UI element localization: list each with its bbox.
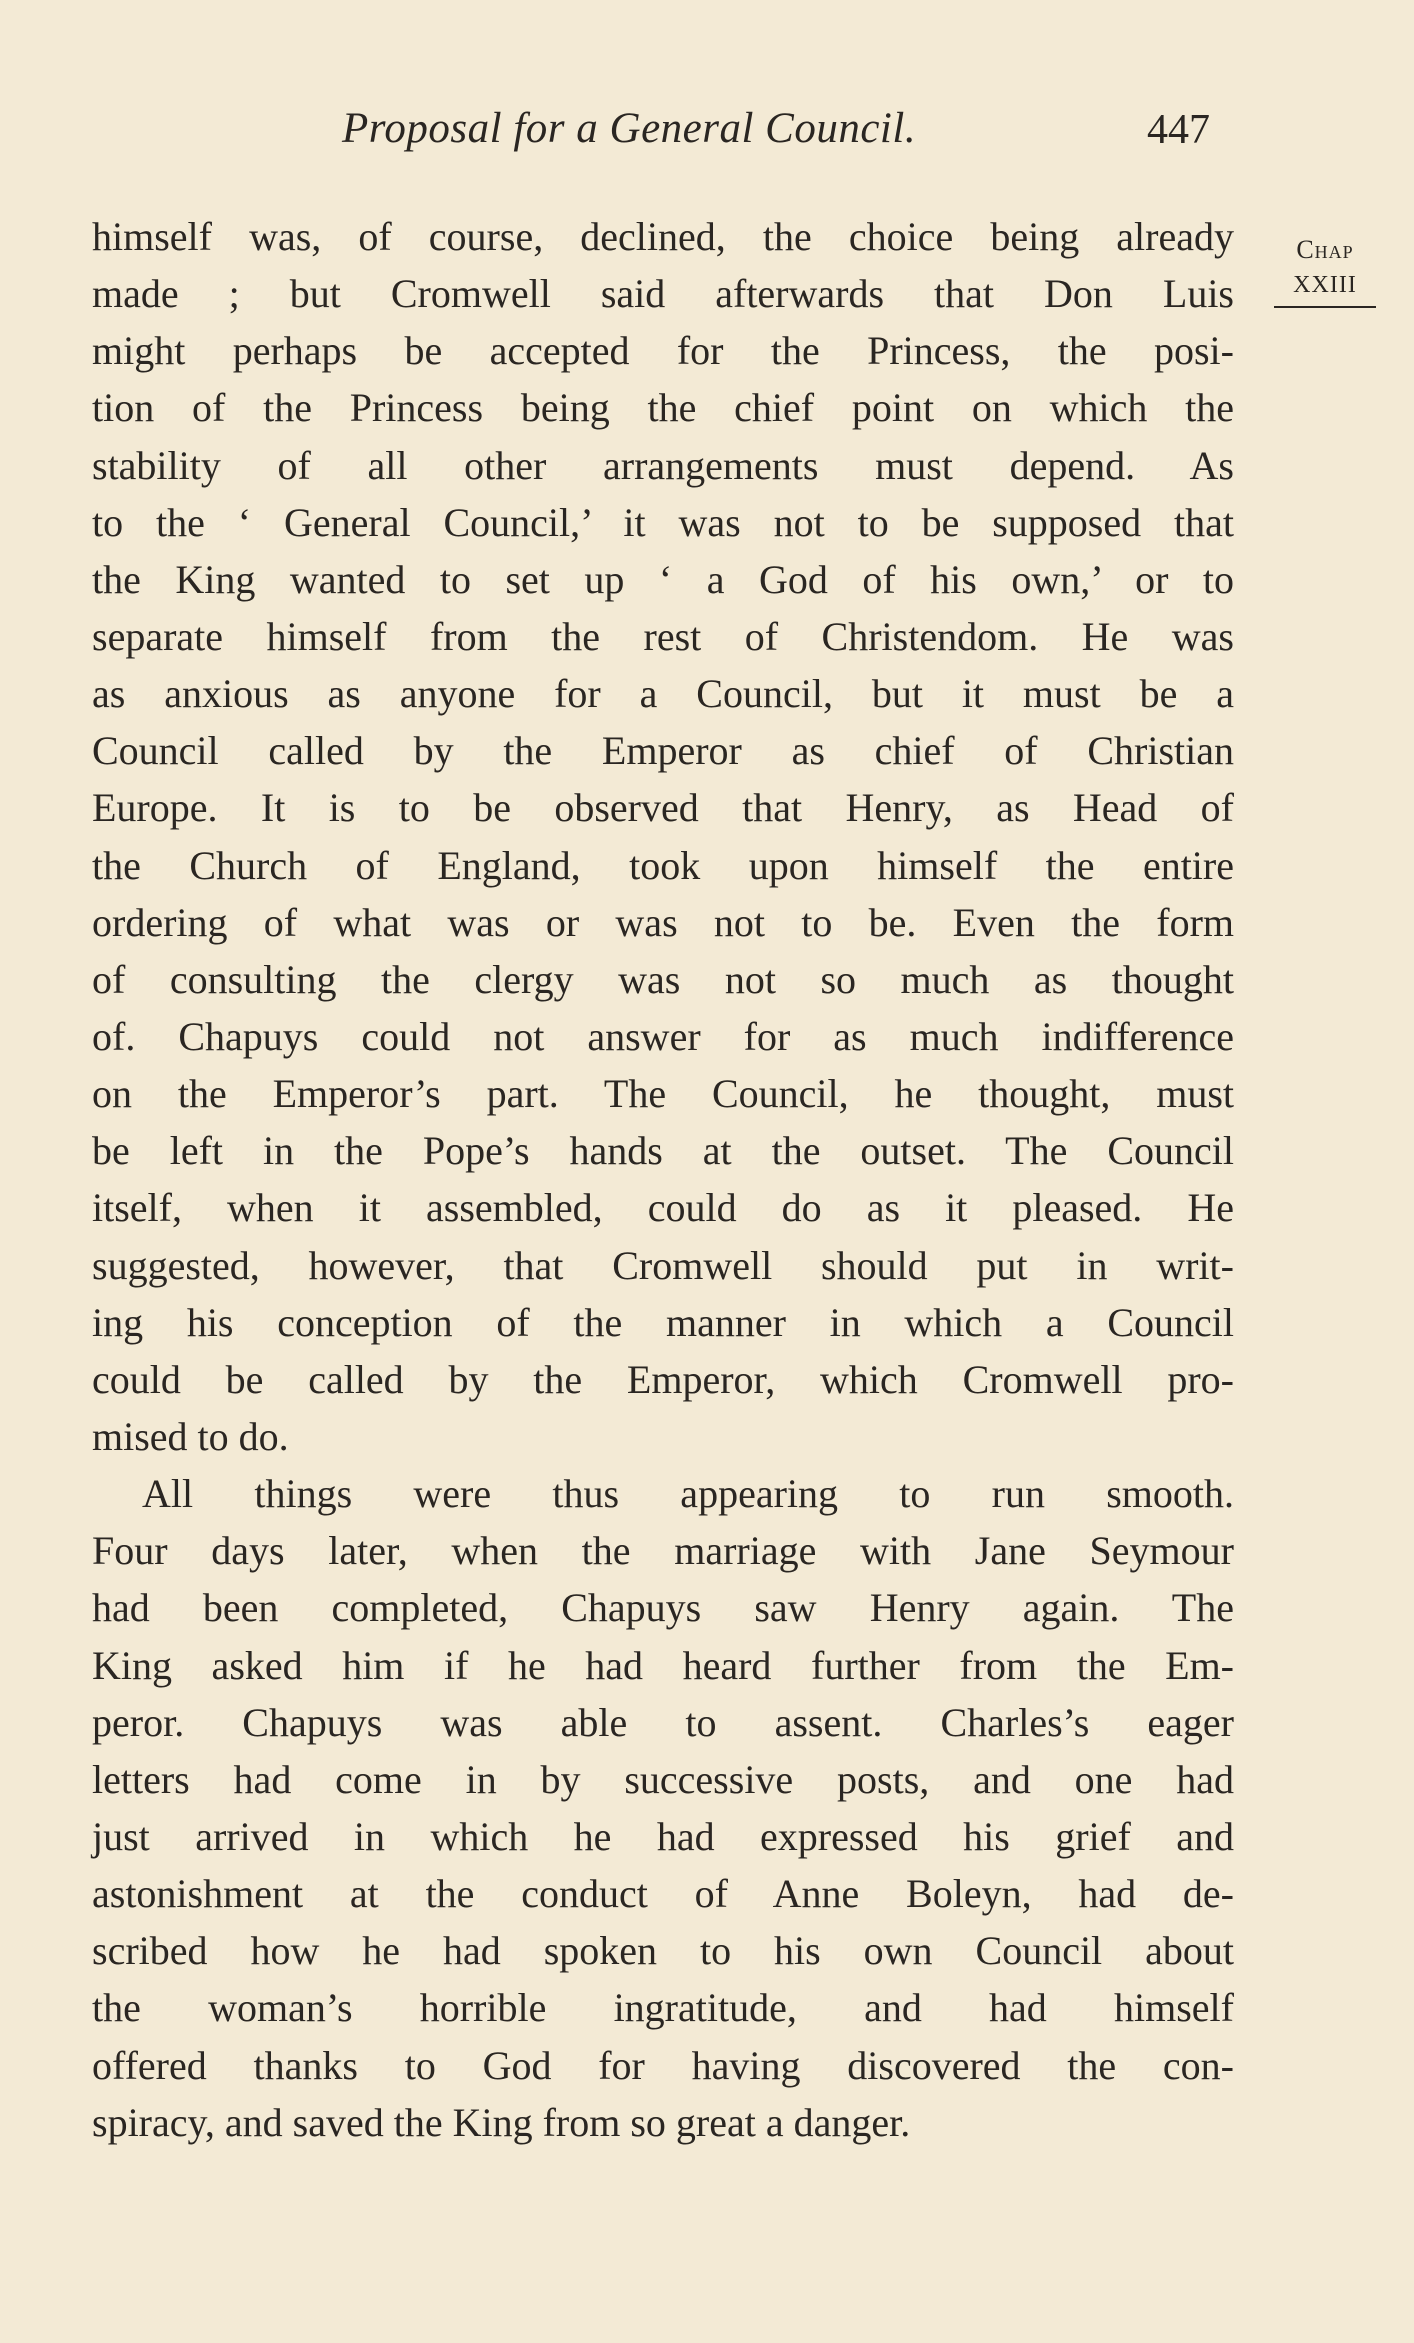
text-line: ing his conception of the manner in which a Council xyxy=(92,1299,1234,1345)
margin-chapter-number: XXIII xyxy=(1274,268,1376,308)
chapter-margin-note xyxy=(1270,233,1380,308)
text-line: itself, when it assembled, could do as it pleased. He xyxy=(92,1185,1234,1231)
text-line: All things were thus appearing to run smooth. xyxy=(142,1471,1234,1517)
text-line: could be called by the Emperor, which Cromwell pro- xyxy=(92,1356,1234,1402)
text-line: Europe. It is to be observed that Henry, as Head of xyxy=(92,785,1234,831)
text-line: suggested, however, that Cromwell should put in writ- xyxy=(92,1242,1234,1288)
text-line: the Church of England, took upon himself the entire xyxy=(92,842,1234,888)
text-line: made ; but Cromwell said afterwards that Don Luis xyxy=(92,271,1234,317)
text-line: mised to do. xyxy=(92,1413,289,1459)
text-line: separate himself from the rest of Christendom. He was xyxy=(92,613,1234,659)
text-line: had been completed, Chapuys saw Henry again. The xyxy=(92,1585,1234,1631)
text-line: the woman’s horrible ingratitude, and had himself xyxy=(92,1985,1234,2031)
text-line: the King wanted to set up ‘ a God of his own,’ or to xyxy=(92,556,1234,602)
text-line: scribed how he had spoken to his own Council about xyxy=(92,1928,1234,1974)
text-line: of. Chapuys could not answer for as much indifference xyxy=(92,1013,1234,1059)
text-line: himself was, of course, declined, the choice being already xyxy=(92,214,1234,259)
text-line: of consulting the clergy was not so much as thought xyxy=(92,956,1234,1002)
text-line: to the ‘ General Council,’ it was not to be supposed that xyxy=(92,499,1234,545)
text-line: spiracy, and saved the King from so great a danger. xyxy=(92,2099,911,2145)
text-line: might perhaps be accepted for the Princess, the posi- xyxy=(92,328,1234,374)
text-line: offered thanks to God for having discovered the con- xyxy=(92,2042,1234,2088)
text-line: stability of all other arrangements must depend. As xyxy=(92,442,1234,488)
margin-chap-label: Chap xyxy=(1296,235,1354,264)
text-line: astonishment at the conduct of Anne Boleyn, had de- xyxy=(92,1871,1234,1917)
paragraph xyxy=(92,1465,1234,2151)
text-line: peror. Chapuys was able to assent. Charles’s eager xyxy=(92,1699,1234,1745)
text-line: Four days later, when the marriage with Jane Seymour xyxy=(92,1528,1234,1574)
running-head xyxy=(92,104,1227,164)
running-title: Proposal for a General Council. xyxy=(342,105,917,152)
text-line: Council called by the Emperor as chief of Christian xyxy=(92,728,1234,774)
text-line: on the Emperor’s part. The Council, he thought, must xyxy=(92,1071,1234,1117)
text-line: just arrived in which he had expressed his grief and xyxy=(92,1813,1234,1859)
paragraph xyxy=(92,208,1234,1465)
body-text xyxy=(92,208,1234,2151)
text-line: tion of the Princess being the chief point on which the xyxy=(92,385,1234,431)
page-number: 447 xyxy=(1147,107,1210,153)
text-line: ordering of what was or was not to be. Even the form xyxy=(92,899,1234,945)
text-line: King asked him if he had heard further from the Em- xyxy=(92,1642,1234,1688)
text-line: letters had come in by successive posts, and one had xyxy=(92,1756,1234,1802)
text-line: as anxious as anyone for a Council, but it must be a xyxy=(92,671,1234,717)
text-line: be left in the Pope’s hands at the outset. The Council xyxy=(92,1128,1234,1174)
